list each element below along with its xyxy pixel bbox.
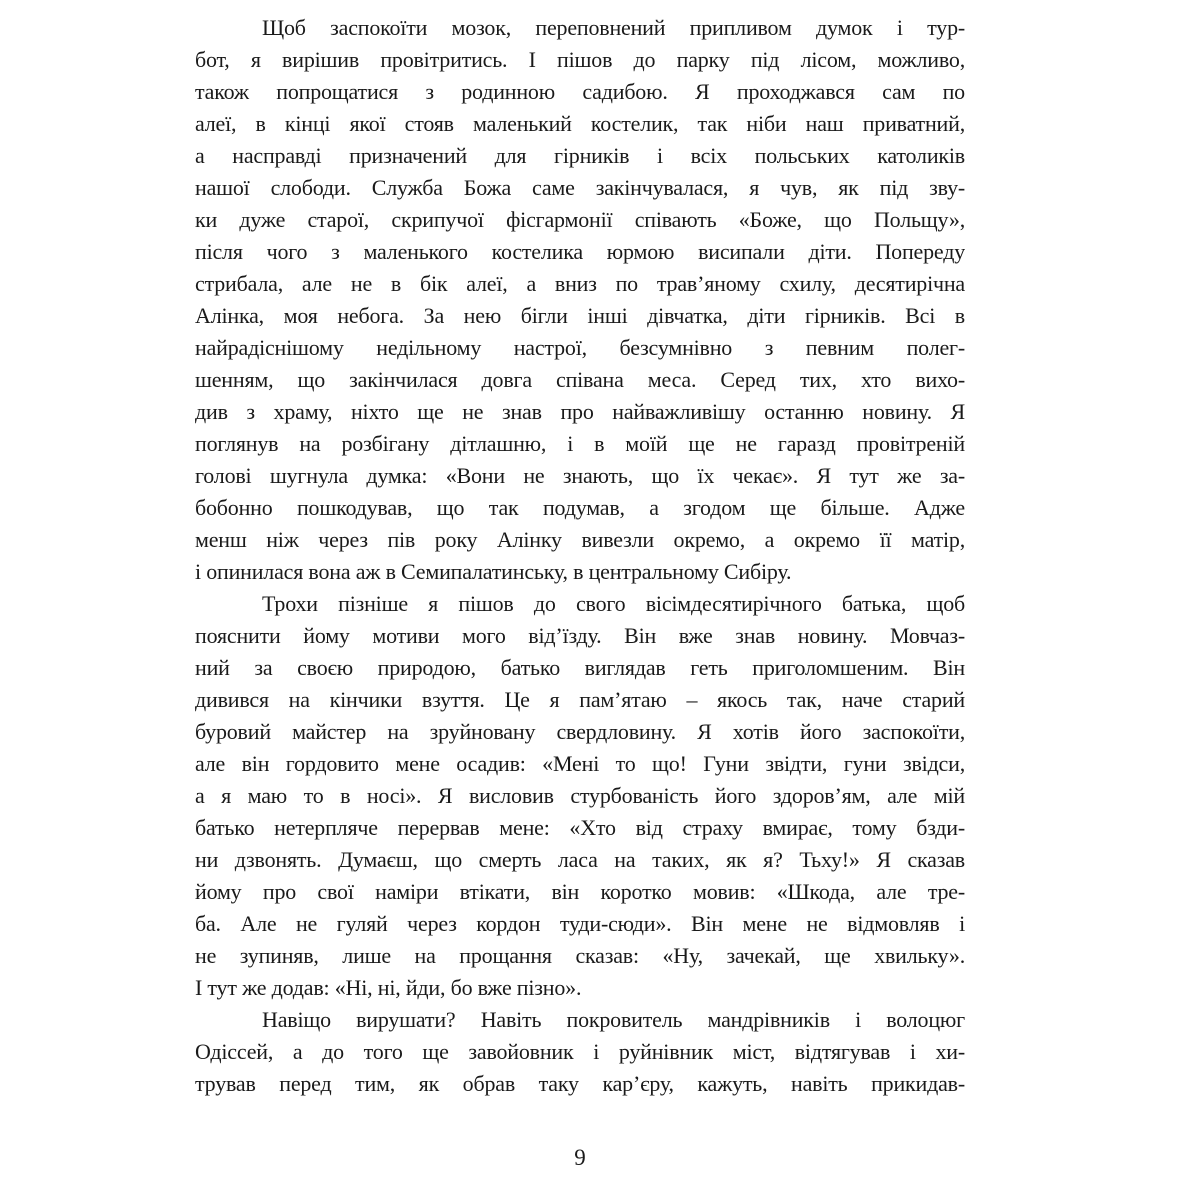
text-line: шенням, що закінчилася довга співана меса. Серед тих, хто вихо- <box>195 367 965 392</box>
text-line: бобонно пошкодував, що так подумав, а згодом ще більше. Адже <box>195 495 965 520</box>
text-line: ба. Але не гуляй через кордон туди-сюди». Він мене не відмовляв і <box>195 911 965 936</box>
text-line: Алінка, моя небога. За нею бігли інші дівчатка, діти гірників. Всі в <box>195 303 965 328</box>
text-line: не зупиняв, лише на прощання сказав: «Ну, зачекай, ще хвильку». <box>195 943 965 968</box>
text-line: йому про свої наміри втікати, він коротко мовив: «Шкода, але тре- <box>195 879 965 904</box>
text-line: ни дзвонять. Думаєш, що смерть ласа на таких, як я? Тьху!» Я сказав <box>195 847 965 872</box>
text-line: і опинилася вона аж в Семипалатинську, в центральному Сибіру. <box>195 559 792 584</box>
text-line: поглянув на розбігану дітлашню, і в моїй ще не гаразд провітреній <box>195 431 965 456</box>
text-line: алеї, в кінці якої стояв маленький костелик, так ніби наш приватний, <box>195 111 965 136</box>
text-line: Щоб заспокоїти мозок, переповнений припливом думок і тур- <box>262 15 965 40</box>
text-line: буровий майстер на зруйновану свердловину. Я хотів його заспокоїти, <box>195 719 965 744</box>
text-line: а я маю то в носі». Я висловив стурбованість його здоров’ям, але мій <box>195 783 965 808</box>
text-line: після чого з маленького костелика юрмою висипали діти. Попереду <box>195 239 965 264</box>
text-line: І тут же додав: «Ні, ні, йди, бо вже пізно». <box>195 975 582 1000</box>
text-line: бот, я вирішив провітритись. І пішов до парку під лісом, можливо, <box>195 47 965 72</box>
text-line: також попрощатися з родинною садибою. Я проходжався сам по <box>195 79 965 104</box>
text-line: трував перед тим, як обрав таку кар’єру, кажуть, навіть прикидав- <box>195 1071 965 1096</box>
text-line: див з храму, ніхто ще не знав про найважливішу останню новину. Я <box>195 399 965 424</box>
text-line: дивився на кінчики взуття. Це я пам’ятаю – якось так, наче старий <box>195 687 965 712</box>
text-line: голові шугнула думка: «Вони не знають, що їх чекає». Я тут же за- <box>195 463 965 488</box>
text-line: Навіщо вирушати? Навіть покровитель мандрівників і волоцюг <box>262 1007 965 1032</box>
text-line: але він гордовито мене осадив: «Мені то що! Гуни звідти, гуни звідси, <box>195 751 965 776</box>
text-line: а насправді призначений для гірників і всіх польських католиків <box>195 143 965 168</box>
text-line: нашої слободи. Служба Божа саме закінчувалася, я чув, як під зву- <box>195 175 965 200</box>
text-line: ний за своєю природою, батько виглядав геть приголомшеним. Він <box>195 655 965 680</box>
text-line: менш ніж через пів року Алінку вивезли окремо, а окремо її матір, <box>195 527 965 552</box>
text-line: ки дуже старої, скрипучої фісгармонії співають «Боже, що Польщу», <box>195 207 965 232</box>
text-line: найрадіснішому недільному настрої, безсумнівно з певним полег- <box>195 335 965 360</box>
text-line: батько нетерпляче перервав мене: «Хто від страху вмирає, тому бзди- <box>195 815 965 840</box>
text-line: Трохи пізніше я пішов до свого вісімдесятирічного батька, щоб <box>262 591 965 616</box>
text-block <box>195 12 965 1100</box>
text-line: пояснити йому мотиви мого від’їзду. Він вже знав новину. Мовчаз- <box>195 623 965 648</box>
text-line: стрибала, але не в бік алеї, а вниз по трав’яному схилу, десятирічна <box>195 271 965 296</box>
page-number: 9 <box>574 1145 586 1170</box>
text-line: Одіссей, а до того ще завойовник і руйнівник міст, відтягував і хи- <box>195 1039 965 1064</box>
